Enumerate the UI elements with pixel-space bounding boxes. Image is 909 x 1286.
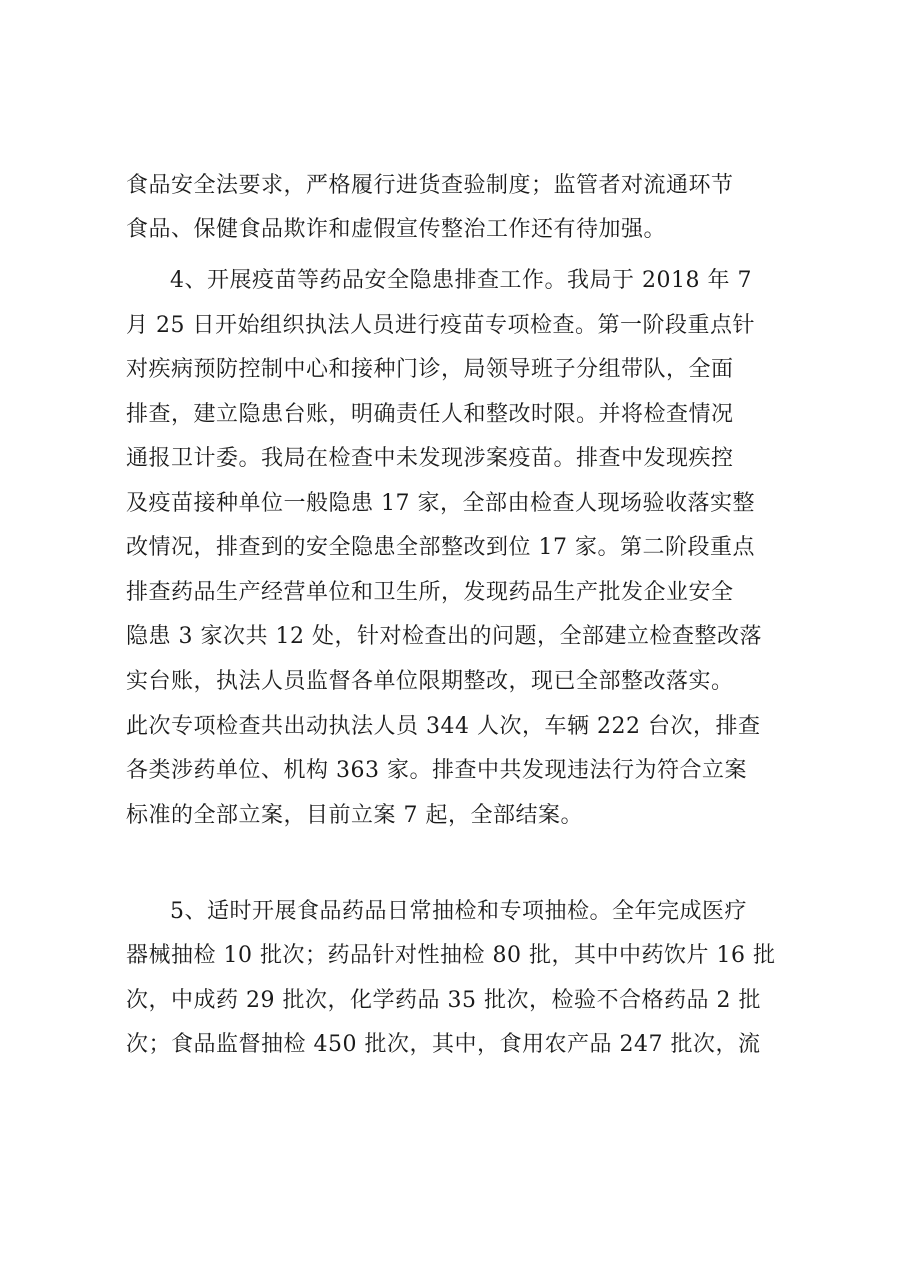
paragraph-line: 排查，建立隐患台账，明确责任人和整改时限。并将检查情况 — [126, 402, 734, 427]
paragraph-line: 食品、保健食品欺诈和虚假宣传整治工作还有待加强。 — [126, 217, 667, 242]
paragraph-line: 标准的全部立案，目前立案 7 起，全部结案。 — [126, 803, 583, 828]
paragraph-line: 排查药品生产经营单位和卫生所，发现药品生产批发企业安全 — [126, 580, 734, 605]
paragraph-line: 次；食品监督抽检 450 批次，其中，食用农产品 247 批次，流 — [126, 1032, 761, 1057]
paragraph-line: 及疫苗接种单位一般隐患 17 家，全部由检查人现场验收落实整 — [126, 491, 755, 516]
paragraph-line: 隐患 3 家次共 12 处，针对检查出的问题，全部建立检查整改落 — [126, 624, 762, 649]
paragraph-line: 月 25 日开始组织执法人员进行疫苗专项检查。第一阶段重点针 — [126, 313, 755, 338]
paragraph-line: 实台账，执法人员监督各单位限期整改，现已全部整改落实。 — [126, 669, 734, 694]
paragraph-line: 各类涉药单位、机构 363 家。排查中共发现违法行为符合立案 — [126, 758, 747, 783]
paragraph-line: 此次专项检查共出动执法人员 344 人次，车辆 222 台次，排查 — [126, 714, 761, 739]
paragraph-line: 改情况，排查到的安全隐患全部整改到位 17 家。第二阶段重点 — [126, 535, 755, 560]
paragraph-line: 器械抽检 10 批次；药品针对性抽检 80 批，其中中药饮片 16 批 — [126, 943, 776, 968]
paragraph-line: 次，中成药 29 批次，化学药品 35 批次，检验不合格药品 2 批 — [126, 988, 761, 1013]
paragraph-line: 5、适时开展食品药品日常抽检和专项抽检。全年完成医疗 — [170, 899, 747, 924]
paragraph-line: 对疾病预防控制中心和接种门诊，局领导班子分组带队，全面 — [126, 357, 734, 382]
paragraph-line: 4、开展疫苗等药品安全隐患排查工作。我局于 2018 年 7 — [170, 268, 752, 293]
paragraph-line: 食品安全法要求，严格履行进货查验制度；监管者对流通环节 — [126, 173, 734, 198]
paragraph-line: 通报卫计委。我局在检查中未发现涉案疫苗。排查中发现疾控 — [126, 446, 734, 471]
